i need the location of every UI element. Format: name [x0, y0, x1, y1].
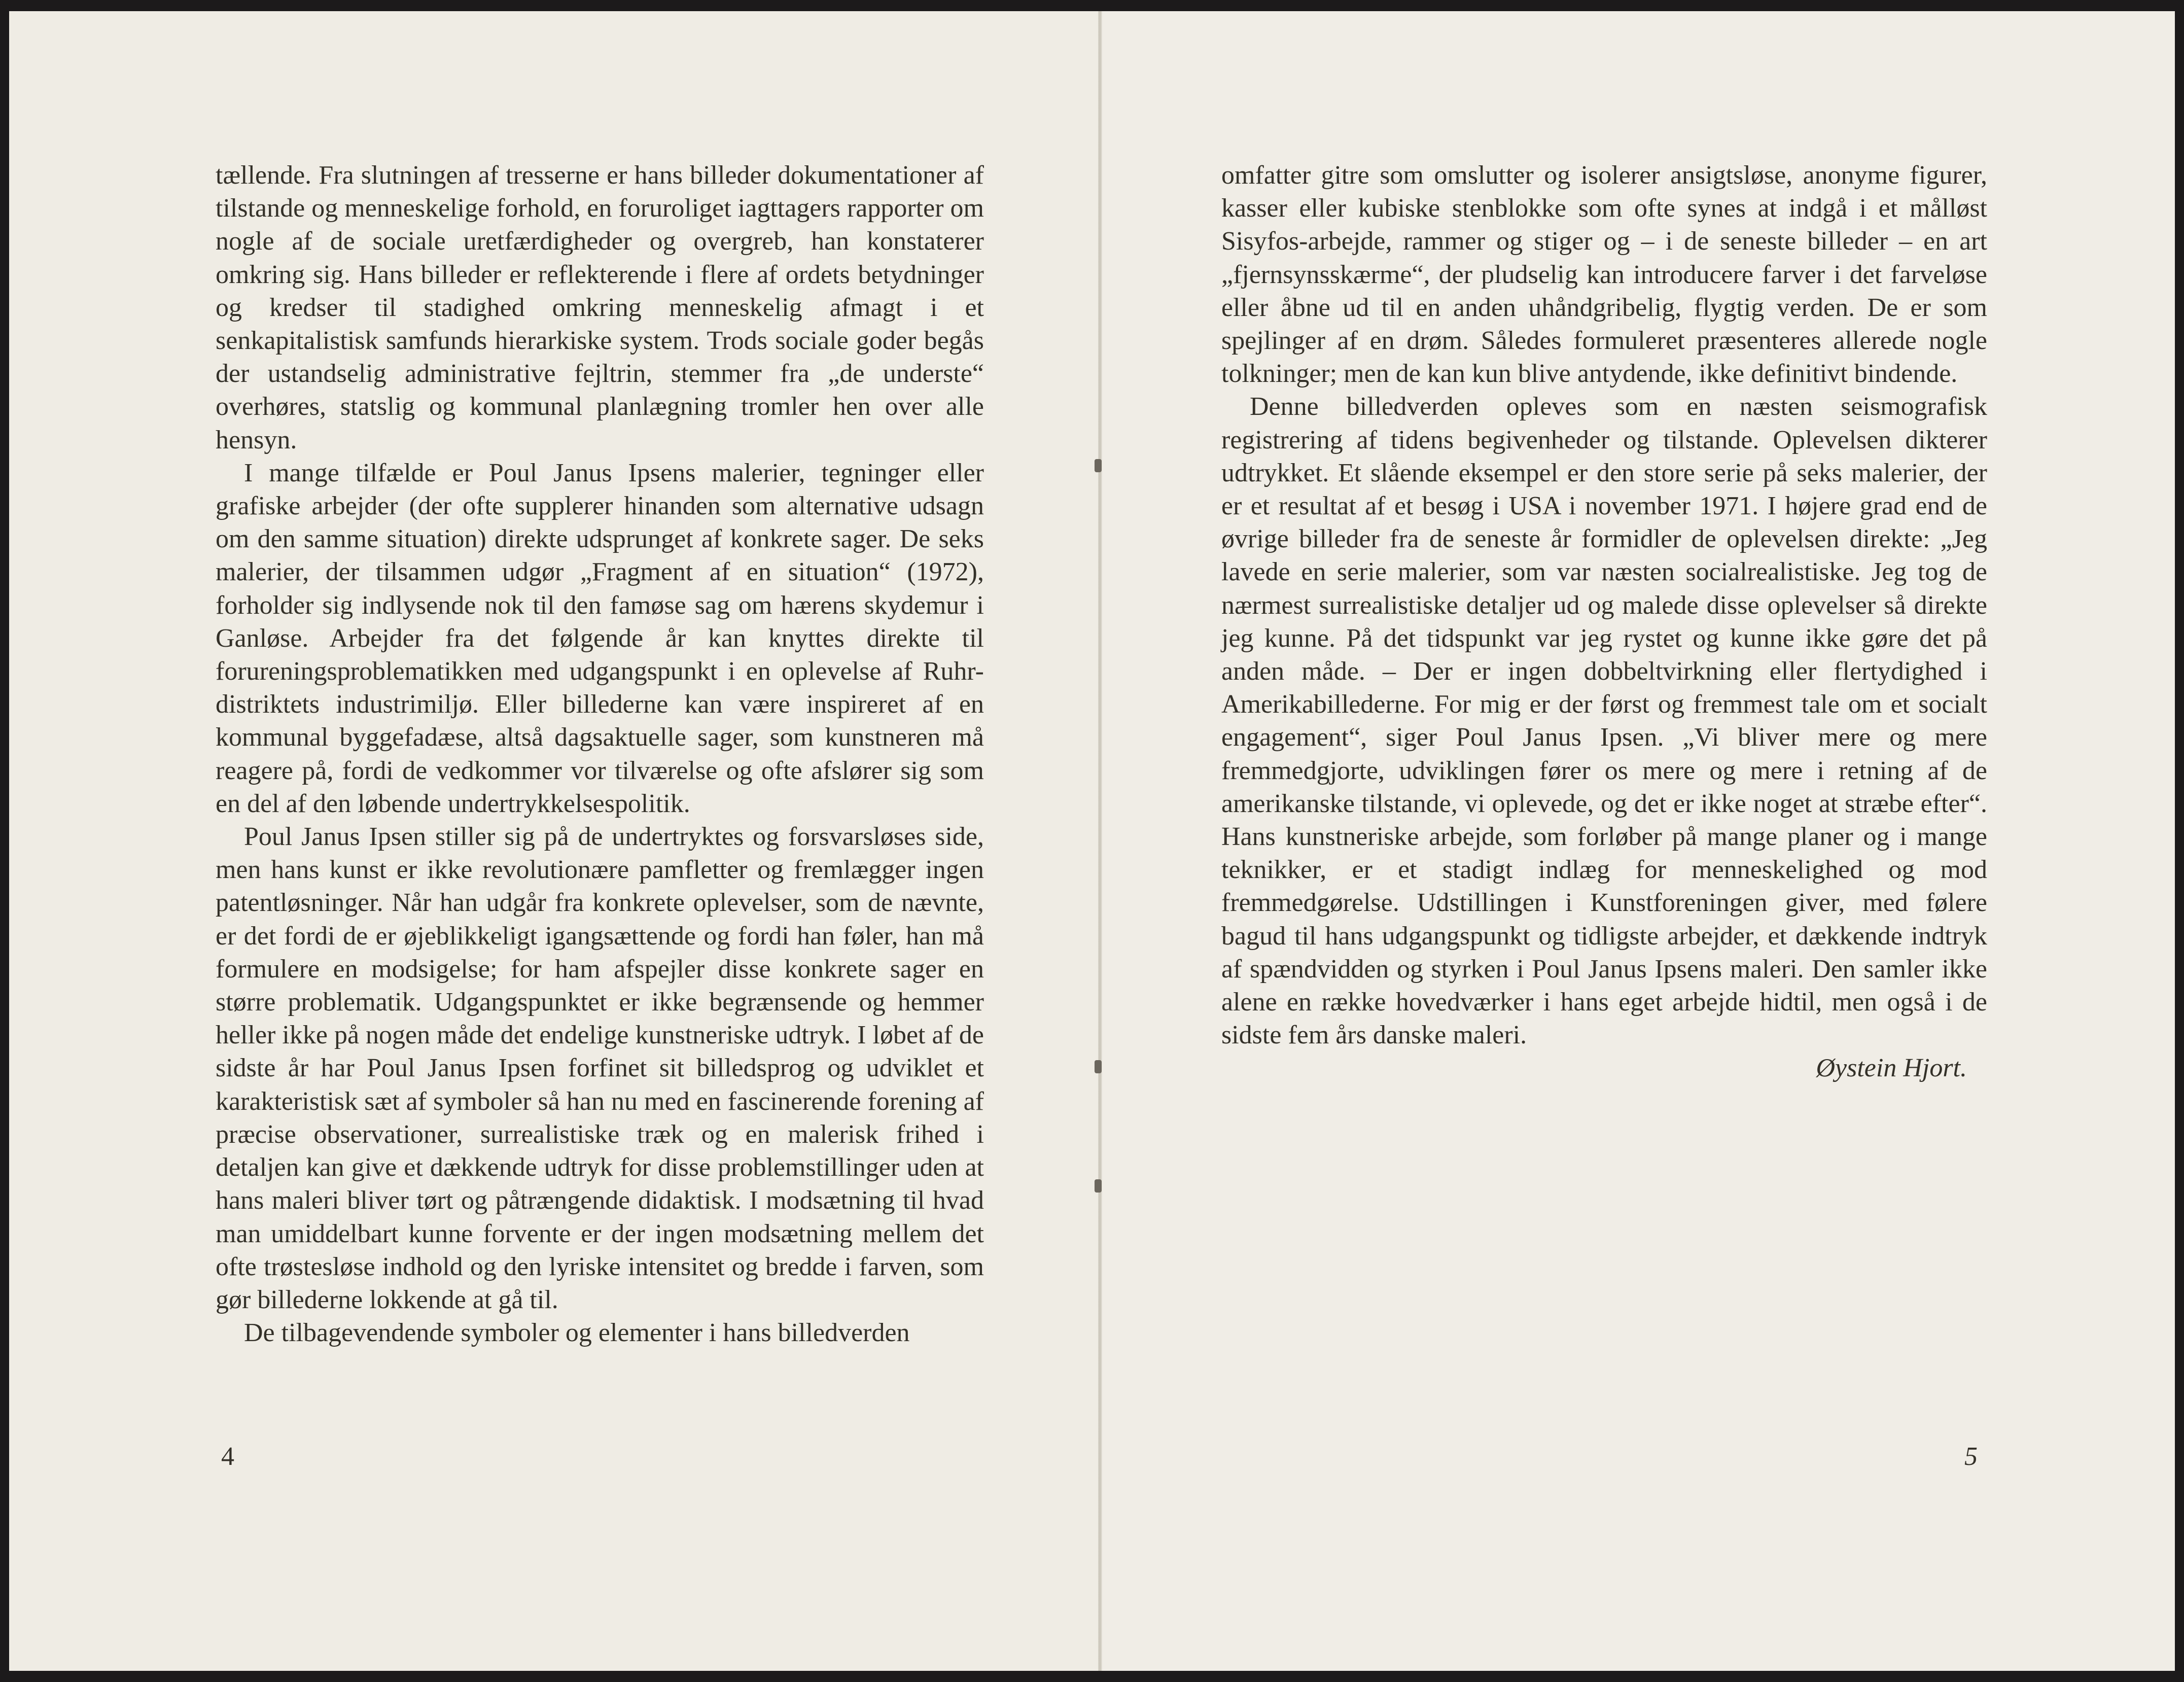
right-page-number: 5 — [1964, 1442, 1978, 1471]
left-page — [9, 11, 1100, 1671]
binding-staple — [1095, 1179, 1102, 1193]
right-paragraph-2: Denne billedverden opleves som en næsten seismografisk registrering af tidens begivenheder og tilstande. Oplevelsen dikterer udtrykket. Et slående eksempel er den store serie på seks malerier, der er et resultat af et besøg i USA i november 1971. I højere grad end de øvrige billeder fra de seneste år formidler de oplevelsen direkte: „Jeg lavede en serie malerier, som var næsten socialrealistiske. Jeg tog de nærmest surrealistiske detaljer ud og malede disse oplevelser så direkte jeg kunne. På det tidspunkt var jeg rystet og kunne ikke gøre det på anden måde. – Der er ingen dobbeltvirkning eller flertydighed i Amerikabillederne. For mig er der først og fremmest tale om et socialt engagement“, siger Poul Janus Ipsen. „Vi bliver mere og mere fremmedgjorte, udviklingen fører os mere og mere i retning af de amerikanske tilstande, vi oplevede, og det er ikke noget at stræbe efter“. Hans kunstneriske arbejde, som forløber på mange planer og i mange teknikker, er et stadigt indlæg for menneskelighed og mod fremmedgørelse. Udstillingen i Kunstforeningen giver, med følere bagud til hans udgangspunkt og tidligste arbejder, et dækkende indtryk af spændvidden og styrken i Poul Janus Ipsens maleri. Den samler ikke alene en række hovedværker i hans eget arbejde hidtil, men også i de sidste fem års danske maleri. — [1221, 392, 1987, 1050]
left-paragraph-3: Poul Janus Ipsen stiller sig på de undertryktes og forsvarsløses side, men hans kunst er ikke revolutionære pamfletter og fremlægger ingen patentløsninger. Når han udgår fra konkrete oplevelser, som de nævnte, er det fordi de er øjeblikkeligt igangsættende og fordi han føler, han må formulere en modsigelse; for ham afspejler disse konkrete sager en større problematik. Udgangspunktet er ikke begrænsende og hemmer heller ikke på nogen måde det endelige kunstneriske udtryk. I løbet af de sidste år har Poul Janus Ipsen forfinet sit billedsprog og udviklet et karakteristisk sæt af symboler så han nu med en fascinerende forening af præcise observationer, surrealistiske træk og en malerisk frihed i detaljen kan give et dækkende udtryk for disse problemstillinger uden at hans maleri bliver tørt og påtrængende didaktisk. I modsætning til hvad man umiddelbart kunne forvente er der ingen modsætning mellem det ofte trøstesløse indhold og den lyriske intensitet og bredde i farven, som gør billederne lokkende at gå til. — [216, 822, 984, 1314]
right-paragraph-1: omfatter gitre som omslutter og isolerer ansigtsløse, anonyme figurer, kasser eller kubiske stenblokke som ofte synes at indgå i et målløst Sisyfos-arbejde, rammer og stiger og – i de seneste billeder – en art „fjernsynsskærme“, der pludselig kan introducere farver i det farveløse eller åbne ud til en anden uhåndgribelig, flygtig verden. De er som spejlinger af en drøm. Således formuleret præsenteres allerede nogle tolkninger; men de kan kun blive antydende, ikke definitivt bindende. — [1221, 161, 1987, 389]
left-paragraph-4: De tilbagevendende symboler og elementer i hans billedverden — [244, 1318, 910, 1348]
left-page-text — [216, 159, 984, 1349]
right-page-text — [1221, 159, 1987, 1085]
author-signature: Øystein Hjort. — [1816, 1054, 1967, 1083]
book-gutter — [1098, 11, 1102, 1671]
binding-staple — [1095, 459, 1102, 472]
right-page — [1101, 11, 2175, 1671]
left-paragraph-1: tællende. Fra slutningen af tresserne er hans billeder dokumentationer af tilstande og menneskelige forhold, en foruroliget iagttagers rapporter om nogle af de sociale uretfærdigheder og overgreb, han konstaterer omkring sig. Hans billeder er reflekterende i flere af ordets betydninger og kredser til stadighed omkring menneskelig afmagt i et senkapitalistisk samfunds hierarkiske system. Trods sociale goder begås der ustandselig administrative fejltrin, stemmer fra „de underste“ overhøres, statslig og kommunal planlægning tromler hen over alle hensyn. — [216, 161, 984, 454]
binding-staple — [1095, 1060, 1102, 1073]
left-page-number: 4 — [221, 1442, 234, 1471]
left-paragraph-2: I mange tilfælde er Poul Janus Ipsens malerier, tegninger eller grafiske arbejder (der ofte supplerer hinanden som alternative udsagn om den samme situation) direkte udsprunget af konkrete sager. De seks malerier, der tilsammen udgør „Fragment af en situation“ (1972), forholder sig indlysende nok til den famøse sag om hærens skydemur i Ganløse. Arbejder fra det følgende år kan knyttes direkte til forureningsproblematikken med udgangspunkt i en oplevelse af Ruhr-distriktets industrimiljø. Eller billederne kan være inspireret af en kommunal byggefadæse, altså dagsaktuelle sager, som kunstneren må reagere på, fordi de vedkommer vor tilværelse og ofte afslører sig som en del af den løbende undertrykkelsespolitik. — [216, 458, 984, 818]
